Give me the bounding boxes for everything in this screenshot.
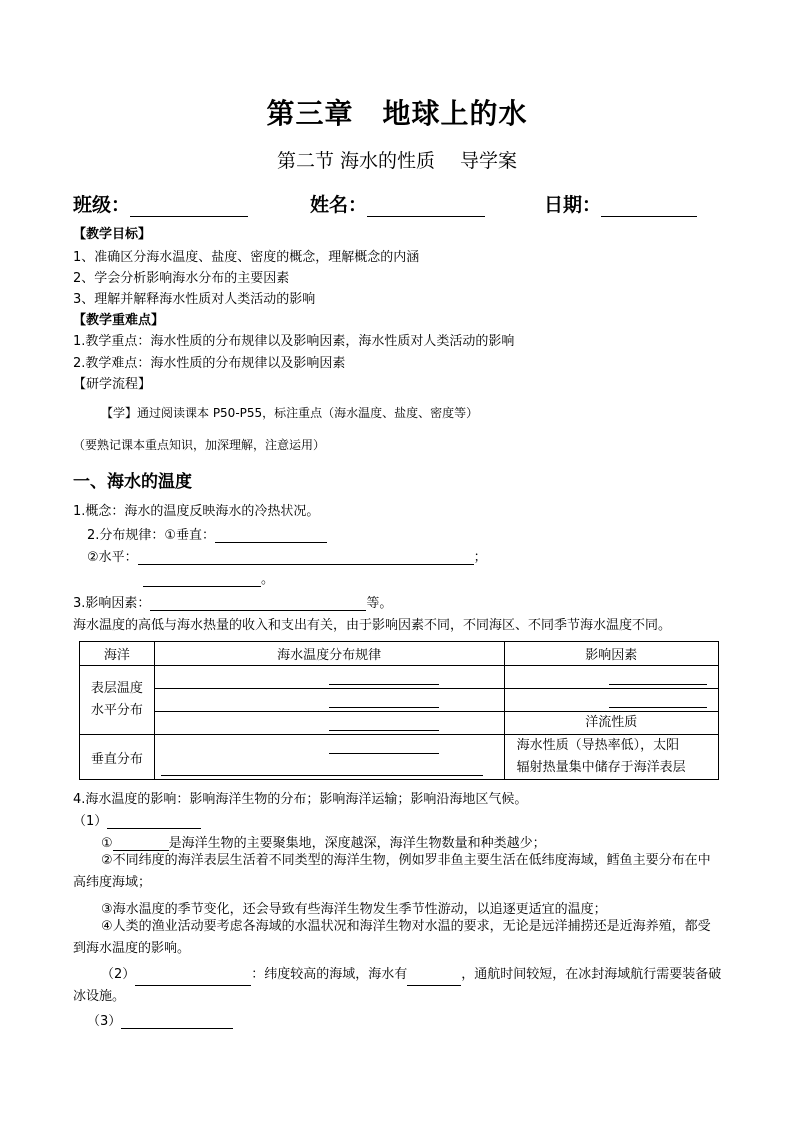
pattern-blank[interactable]: [329, 684, 439, 685]
factors-label: 3.影响因素：: [73, 596, 151, 611]
effect-item-1b: ②不同纬度的海洋表层生活着不同类型的海洋生物，例如罗非鱼主要生活在低纬度海域，鳕鱼主要分布在中高纬度海域；: [73, 853, 711, 890]
pattern-line: [155, 735, 504, 757]
name-blank[interactable]: [367, 196, 485, 217]
vertical-blank[interactable]: [215, 528, 327, 543]
objective-item: 3、理解并解释海水性质对人类活动的影响: [73, 292, 316, 307]
pattern-blank[interactable]: [329, 730, 439, 731]
table-header: 海水温度分布规律: [154, 642, 504, 666]
horizontal-blank[interactable]: [138, 550, 474, 565]
effect-item-1c: ③海水温度的季节变化，还会导致有些海洋生物发生季节性游动，以追逐更适宜的温度；: [101, 902, 607, 917]
pattern-line: [155, 666, 504, 689]
semicolon: ；: [473, 550, 487, 565]
row-label-vertical: 垂直分布: [80, 735, 155, 780]
item2-blank[interactable]: [135, 971, 251, 986]
class-blank[interactable]: [130, 196, 248, 217]
period: 。: [261, 572, 275, 587]
factor-text-line: 海水性质（导热率低），太阳: [516, 738, 680, 753]
factors-line: [73, 592, 392, 611]
name-label: 姓名：: [310, 194, 368, 216]
item1a-blank[interactable]: [113, 836, 169, 851]
item-text: ：纬度较高的海域，海水有: [251, 967, 408, 982]
item-label: （1）: [73, 814, 108, 829]
row-label-line: 水平分布: [90, 703, 143, 718]
study-instruction: 【学】通过阅读课本 P50-P55，标注重点（海水温度、盐度、密度等）: [101, 406, 479, 420]
item1-blank[interactable]: [107, 814, 201, 829]
keypoint-item: 2.教学难点：海水性质的分布规律以及影响因素: [73, 356, 346, 371]
page-title: 第三章 地球上的水: [266, 97, 528, 130]
vertical-factor-cell: [504, 735, 718, 780]
distribution-label: 2.分布规律：①垂直：: [87, 528, 216, 543]
pattern-blank[interactable]: [161, 775, 483, 776]
objectives-heading: 【教学目标】: [73, 227, 152, 242]
pattern-line: [155, 712, 504, 734]
vertical-distribution: [87, 524, 327, 543]
effect-item-2: [73, 964, 723, 1008]
keypoints-heading: 【教学重难点】: [73, 313, 165, 328]
item-label: （2）: [101, 967, 136, 982]
factor-current: 洋流性质: [585, 715, 638, 730]
pattern-line: [155, 689, 504, 712]
factors-blank[interactable]: [150, 596, 366, 611]
table-header: 影响因素: [504, 642, 718, 666]
pattern-line: [155, 757, 504, 779]
horizontal-blank-2[interactable]: [143, 572, 261, 587]
item-text: ，通航时间较短，在冰封海域航行需要装备破冰设施。: [73, 967, 722, 1004]
item-text: 是海洋生物的主要聚集地，深度越深，海洋生物数量和种类越少；: [168, 836, 546, 851]
horizontal-distribution: [87, 546, 487, 565]
vertical-pattern-cell: [154, 735, 504, 780]
date-blank[interactable]: [601, 196, 697, 217]
table-header: 海洋: [80, 642, 155, 666]
horizontal-distribution-cont: [143, 568, 274, 587]
item3-blank[interactable]: [121, 1014, 233, 1029]
factor-text-line: 辐射热量集中储存于海洋表层: [516, 760, 686, 775]
factor-blank[interactable]: [609, 707, 707, 708]
row-label-surface: [80, 666, 155, 735]
date-label: 日期：: [544, 194, 602, 216]
explanation-line: 海水温度的高低与海水热量的收入和支出有关，由于影响因素不同，不同海区、不同季节海水温度不同。: [73, 618, 672, 633]
class-label: 班级：: [73, 194, 131, 216]
section-heading: 一、海水的温度: [73, 472, 192, 492]
effects-heading: 4.海水温度的影响：影响海洋生物的分布；影响海洋运输；影响沿海地区气候。: [73, 792, 528, 807]
factors-end: 等。: [366, 596, 393, 611]
pattern-blank[interactable]: [329, 753, 439, 754]
row-label-line: 表层温度: [90, 681, 143, 696]
study-note: （要熟记课本重点知识，加深理解，注意运用）: [73, 438, 326, 452]
objective-item: 2、学会分析影响海水分布的主要因素: [73, 271, 290, 286]
effect-item-3: [87, 1010, 233, 1029]
pattern-blank[interactable]: [329, 707, 439, 708]
item-label: （3）: [87, 1014, 122, 1029]
item-prefix: ①: [101, 836, 113, 851]
page-subtitle: 第二节 海水的性质 导学案: [276, 150, 518, 172]
keypoint-item: 1.教学重点：海水性质的分布规律以及影响因素，海水性质对人类活动的影响: [73, 334, 515, 349]
class-field: [73, 190, 248, 217]
objective-item: 1、准确区分海水温度、盐度、密度的概念，理解概念的内涵: [73, 250, 420, 265]
surface-pattern-cell: [154, 666, 504, 735]
effect-item-1d: ④人类的渔业活动要考虑各海域的水温状况和海洋生物对水温的要求，无论是远洋捕捞还是近海养殖，都受到海水温度的影响。: [73, 919, 711, 956]
horizontal-label: ②水平：: [87, 550, 138, 565]
name-field: [310, 190, 485, 217]
item2-blank-2[interactable]: [407, 971, 461, 986]
temperature-table: [79, 641, 719, 780]
surface-factor-cell: [504, 666, 718, 735]
date-field: [544, 190, 697, 217]
concept-line: 1.概念：海水的温度反映海水的冷热状况。: [73, 504, 320, 519]
factor-blank[interactable]: [609, 684, 707, 685]
factor-line: [505, 689, 718, 712]
effect-item-1a: [101, 832, 546, 851]
process-heading: 【研学流程】: [73, 377, 152, 392]
factor-line: [505, 666, 718, 689]
effect-item-1: [73, 810, 201, 829]
